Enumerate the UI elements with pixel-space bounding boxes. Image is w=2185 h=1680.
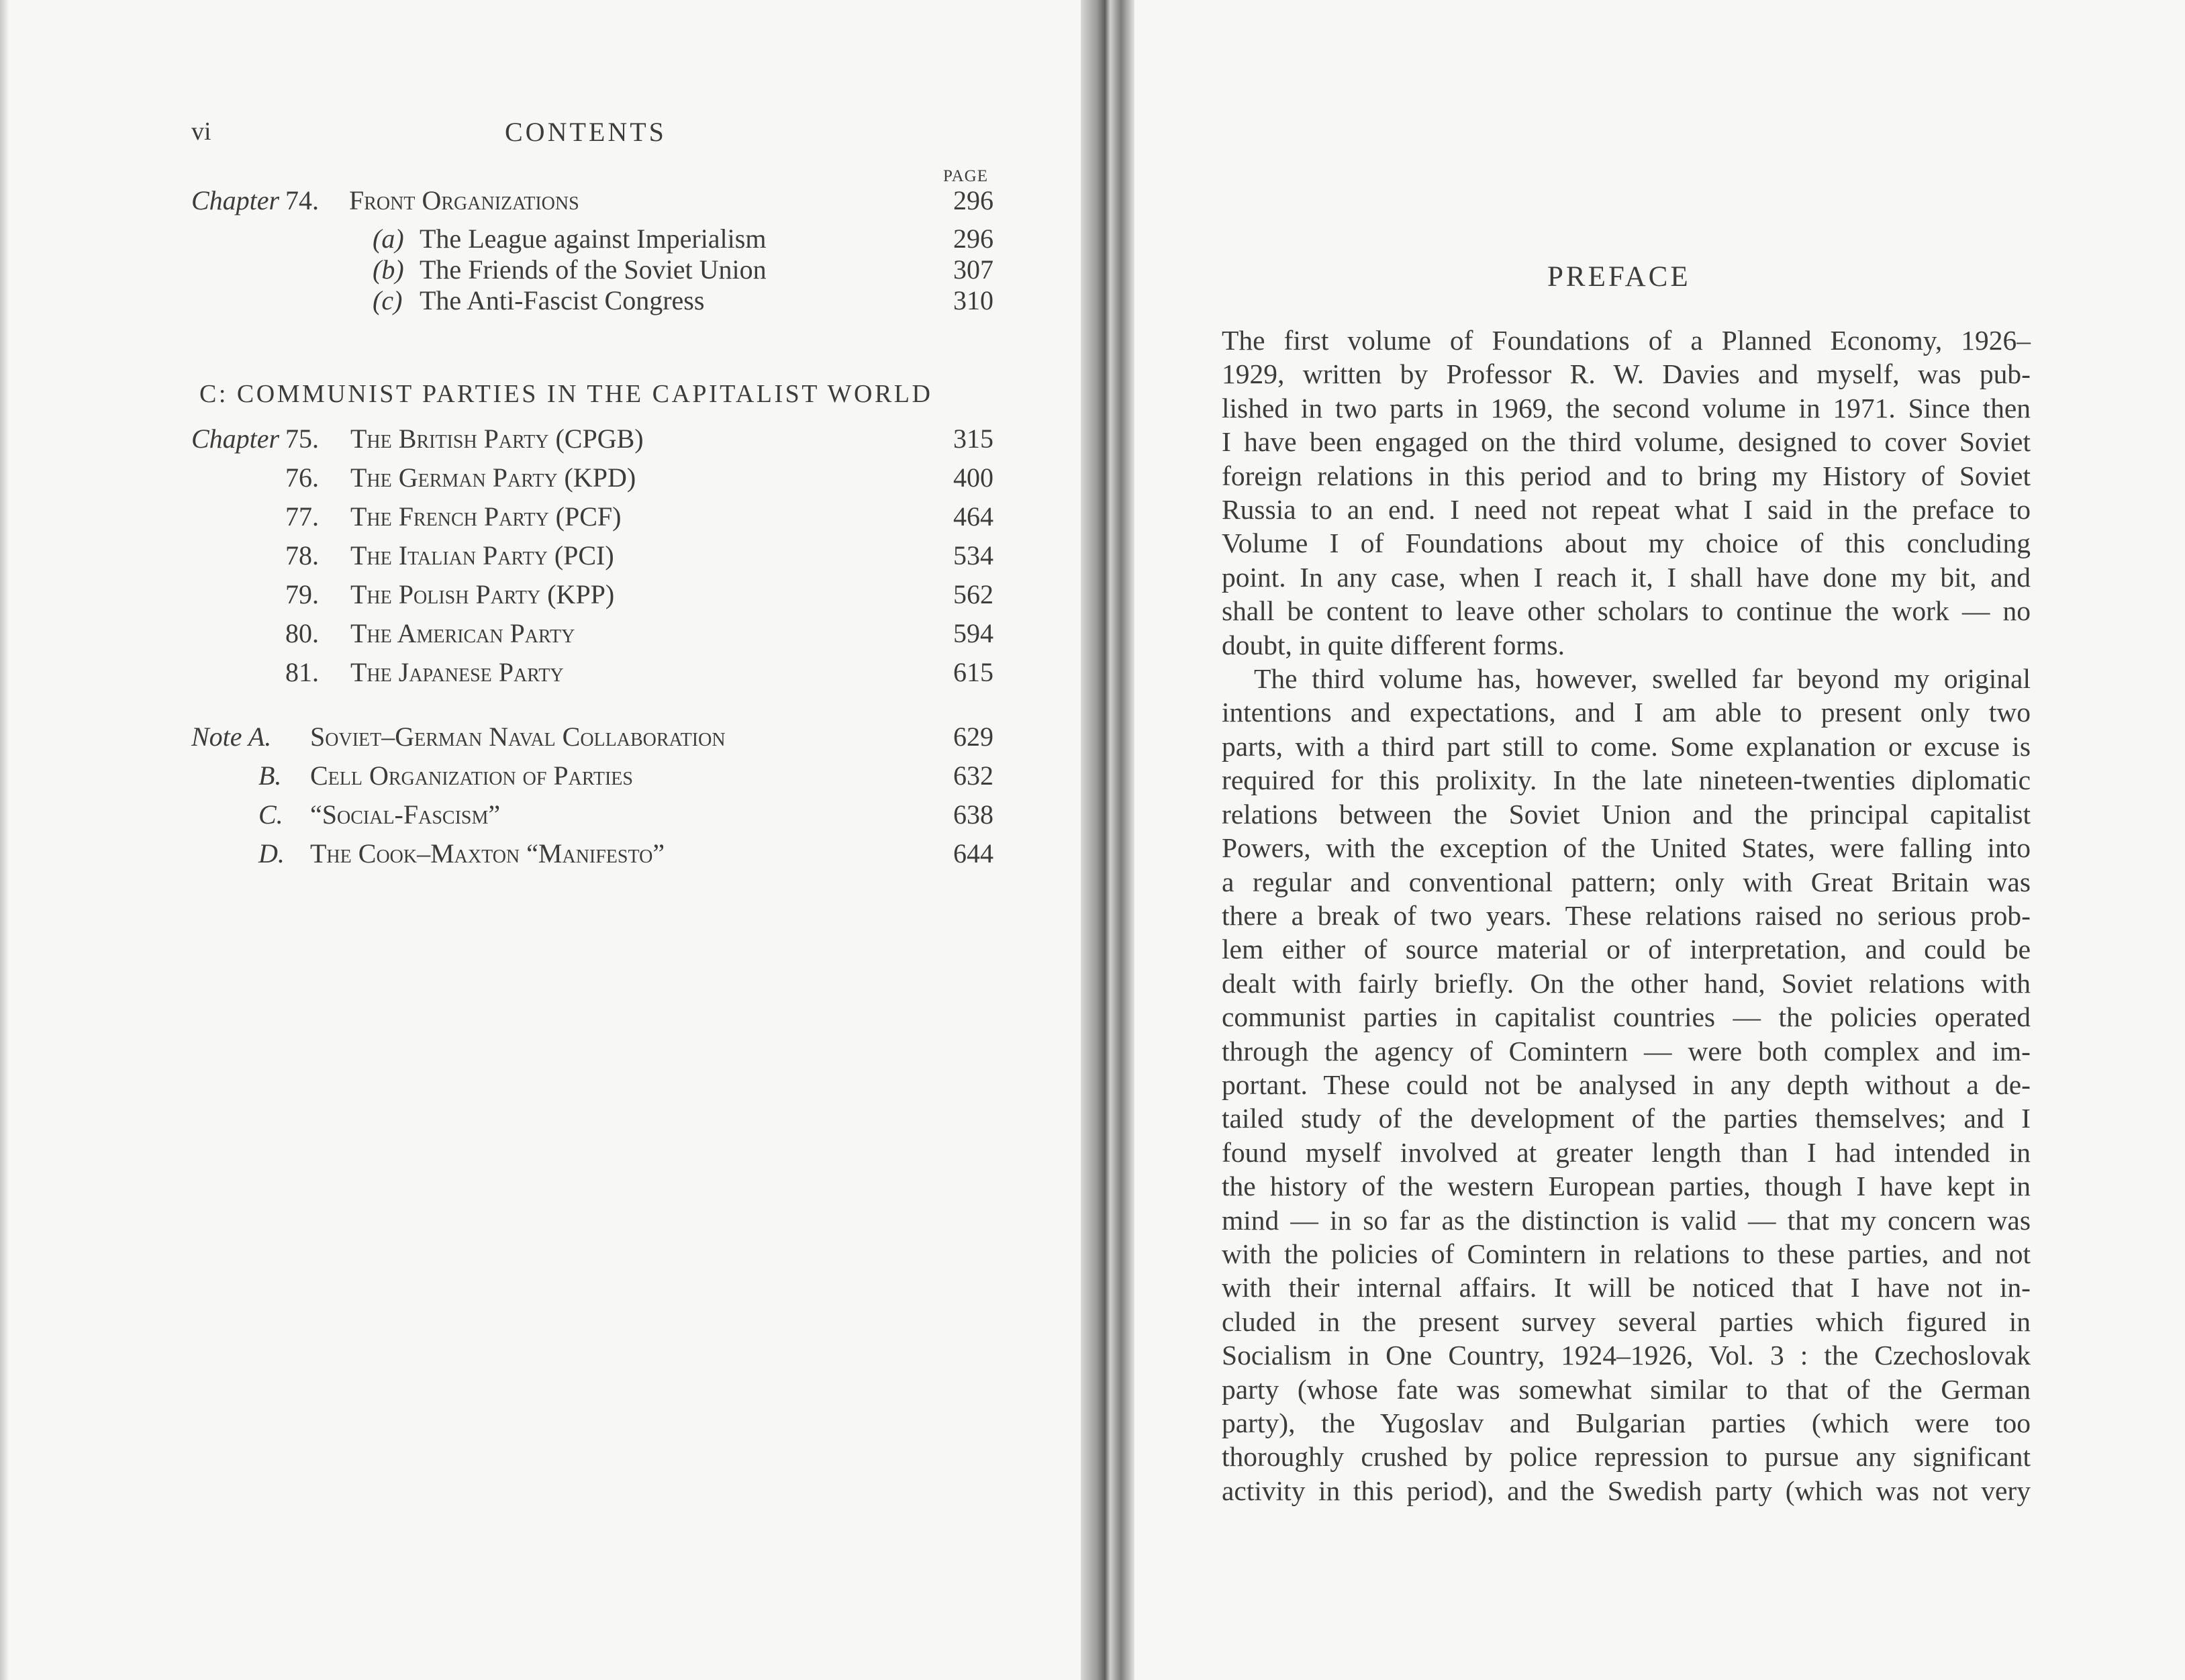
section-letter: (b) <box>373 254 404 285</box>
chapter-prefix: Chapter <box>191 424 280 454</box>
note-label: D. <box>258 838 285 869</box>
preface-line: Volume I of Foundations about my choice of this concluding <box>1222 528 2031 559</box>
page-column-label: PAGE <box>943 167 988 185</box>
preface-line: cluded in the present survey several parties which figured in <box>1222 1305 2031 1337</box>
preface-line: The first volume of Foundations of a Planned Economy, 1926– <box>1222 325 2031 356</box>
preface-line: lem either of source material or of interpretation, and could be <box>1222 934 2031 965</box>
preface-line: The third volume has, however, swelled far beyond my original <box>1254 663 2031 695</box>
note-page: 638 <box>953 799 993 830</box>
chapter-number: 75. <box>285 424 319 454</box>
preface-line: shall be content to leave other scholars to continue the work — no <box>1222 595 2031 627</box>
preface-paragraph-1 <box>1222 324 2031 662</box>
note-title: Soviet–German Naval Collaboration <box>310 722 726 752</box>
page-edge-shadow <box>0 0 9 1680</box>
preface-line: Socialism in One Country, 1924–1926, Vol. 3 : the Czechoslovak <box>1222 1340 2031 1371</box>
preface-line: thoroughly crushed by police repression to pursue any significant <box>1222 1441 2031 1473</box>
chapter-number: 76. <box>285 462 319 493</box>
chapter-page: 534 <box>953 540 993 571</box>
chapter-number: 80. <box>285 618 319 648</box>
preface-line: I have been engaged on the third volume, designed to cover Soviet <box>1222 426 2031 458</box>
preface-line: tailed study of the development of the parties themselves; and I <box>1222 1103 2031 1134</box>
book-gutter <box>1081 0 1134 1680</box>
preface-line: through the agency of Comintern — were both complex and im- <box>1222 1035 2031 1067</box>
preface-line: mind — in so far as the distinction is valid — that my concern was <box>1222 1204 2031 1236</box>
chapter-page: 562 <box>953 579 993 609</box>
note-page: 632 <box>953 760 993 791</box>
preface-line: found myself involved at greater length than I had intended in <box>1222 1136 2031 1168</box>
section-page: 310 <box>953 285 993 315</box>
folio: vi <box>191 117 211 146</box>
note-label: B. <box>258 760 282 791</box>
preface-line: relations between the Soviet Union and the principal capitalist <box>1222 798 2031 830</box>
preface-line: activity in this period), and the Swedish party (which was not very <box>1222 1475 2031 1506</box>
preface-line: doubt, in quite different forms. <box>1222 629 1565 660</box>
chapter-title: The French Party (PCF) <box>350 501 622 532</box>
section-page: 296 <box>953 224 993 254</box>
preface-line: parts, with a third part still to come. Some explanation or excuse is <box>1222 730 2031 762</box>
chapter-title: The American Party <box>350 618 575 648</box>
chapter-number: 78. <box>285 540 319 571</box>
preface-line: there a break of two years. These relations raised no serious prob- <box>1222 899 2031 931</box>
preface-line: dealt with fairly briefly. On the other hand, Soviet relations with <box>1222 967 2031 999</box>
chapter-number: 79. <box>285 579 319 609</box>
section-letter: (a) <box>373 224 404 254</box>
preface-line: the history of the western European parties, though I have kept in <box>1222 1171 2031 1202</box>
note-title: The Cook–Maxton “Manifesto” <box>310 838 665 869</box>
preface-line: Powers, with the exception of the United States, were falling into <box>1222 832 2031 864</box>
preface-heading: PREFACE <box>1547 261 1691 293</box>
section-page: 307 <box>953 254 993 285</box>
preface-line: point. In any case, when I reach it, I shall have done my bit, and <box>1222 561 2031 593</box>
preface-line: 1929, written by Professor R. W. Davies and myself, was pub- <box>1222 358 2031 390</box>
chapter-page: 464 <box>953 501 993 532</box>
section-letter: (c) <box>373 285 403 315</box>
chapter-page: 594 <box>953 618 993 648</box>
chapter-title: The Japanese Party <box>350 657 564 687</box>
running-head: CONTENTS <box>505 117 667 147</box>
preface-line: party (whose fate was somewhat similar to that of the German <box>1222 1373 2031 1405</box>
chapter-page: 615 <box>953 657 993 687</box>
chapter-page: 315 <box>953 424 993 454</box>
preface-line: with the policies of Comintern in relations to these parties, and not <box>1222 1238 2031 1269</box>
preface-line: required for this prolixity. In the late nineteen-twenties diplomatic <box>1222 764 2031 796</box>
preface-line: portant. These could not be analysed in any depth without a de- <box>1222 1069 2031 1100</box>
note-label: C. <box>258 799 283 830</box>
chapter-page: 400 <box>953 462 993 493</box>
chapter-title: The Italian Party (PCI) <box>350 540 614 571</box>
chapter-title: The German Party (KPD) <box>350 462 636 493</box>
chapter-title: The Polish Party (KPP) <box>350 579 615 609</box>
part-heading: C: COMMUNIST PARTIES IN THE CAPITALIST WORLD <box>199 380 933 408</box>
preface-paragraph-2 <box>1222 662 2031 1508</box>
chapter-prefix: Chapter <box>191 185 280 215</box>
note-label: Note A. <box>191 722 272 752</box>
preface-line: with their internal affairs. It will be noticed that I have not in- <box>1222 1272 2031 1303</box>
chapter-number: 81. <box>285 657 319 687</box>
chapter-page: 296 <box>953 185 993 215</box>
chapter-title: The British Party (CPGB) <box>350 424 644 454</box>
preface-line: communist parties in capitalist countries — the policies operated <box>1222 1001 2031 1033</box>
preface-line: intentions and expectations, and I am able to present only two <box>1222 697 2031 728</box>
preface-line: party), the Yugoslav and Bulgarian parties (which were too <box>1222 1407 2031 1438</box>
preface-line: Russia to an end. I need not repeat what I said in the preface to <box>1222 494 2031 526</box>
note-title: Cell Organization of Parties <box>310 760 633 791</box>
section-title: The Friends of the Soviet Union <box>420 254 767 285</box>
chapter-number: 77. <box>285 501 319 532</box>
section-title: The Anti-Fascist Congress <box>420 285 705 315</box>
chapter-number: 74. <box>285 185 319 215</box>
chapter-title: Front Organizations <box>349 185 579 215</box>
note-page: 644 <box>953 838 993 869</box>
note-title: “Social-Fascism” <box>310 799 501 830</box>
preface-body <box>1222 324 2031 1508</box>
preface-line: foreign relations in this period and to bring my History of Soviet <box>1222 460 2031 491</box>
note-page: 629 <box>953 722 993 752</box>
preface-line: lished in two parts in 1969, the second volume in 1971. Since then <box>1222 392 2031 424</box>
preface-line: a regular and conventional pattern; only with Great Britain was <box>1222 866 2031 897</box>
section-title: The League against Imperialism <box>420 224 767 254</box>
